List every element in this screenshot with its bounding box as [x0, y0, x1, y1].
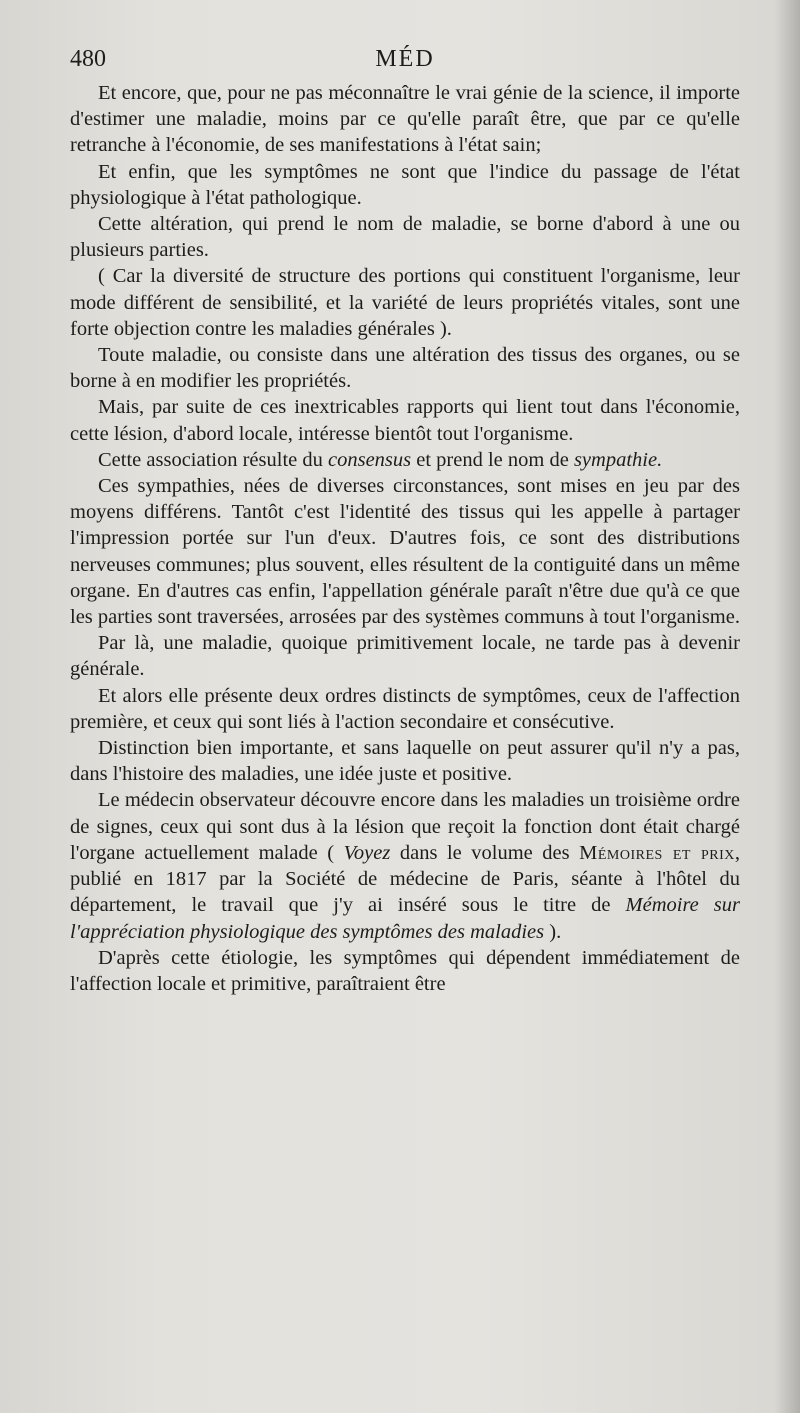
page-number: 480: [70, 46, 106, 72]
page-header: [70, 46, 740, 78]
page-edge-shadow: [774, 0, 800, 1413]
paragraph: Distinction bien importante, et sans laquelle on peut assurer qu'il n'y a pas, dans l'histoire des maladies, une idée juste et positive.: [70, 737, 740, 786]
paragraph: D'après cette étiologie, les symptômes qui dépendent immédiatement de l'affection locale et primitive, paraîtraient être: [70, 946, 740, 995]
text-run: et prend le nom de: [411, 448, 574, 471]
paragraph: [70, 447, 740, 473]
small-caps-title: Mémoires et prix: [579, 841, 735, 864]
paragraph: ( Car la diversité de structure des portions qui constituent l'organisme, leur mode différent de sensibilité, et la variété de leurs propriétés vitales, sont une forte objection contre les maladies générales ).: [70, 265, 740, 340]
running-head: MÉD: [375, 46, 435, 72]
text-run: dans le volume des: [390, 841, 580, 864]
italic-term: consensus: [328, 448, 412, 471]
text-run: ).: [544, 920, 562, 943]
paragraph: Mais, par suite de ces inextricables rapports qui lient tout dans l'économie, cette lésion, d'abord locale, intéresse bientôt tout l'organisme.: [70, 396, 740, 445]
text-run: Le médecin observateur découvre encore dans les maladies un troisième ordre de signes, ceux qui sont dus à la lésion que reçoit la fonction dont était chargé l'organe actuellement malade (: [70, 789, 740, 864]
body-text: [70, 80, 740, 997]
paragraph: Et encore, que, pour ne pas méconnaître le vrai génie de la science, il importe d'estimer une maladie, moins par ce qu'elle paraît être, que par ce qu'elle retranche à l'économie, de ses manifestations à l'état sain;: [70, 82, 740, 157]
paragraph: Toute maladie, ou consiste dans une altération des tissus des organes, ou se borne à en modifier les propriétés.: [70, 344, 740, 393]
paragraph: Et alors elle présente deux ordres distincts de symptômes, ceux de l'affection première, et ceux qui sont liés à l'action secondaire et consécutive.: [70, 684, 740, 733]
paragraph: [70, 787, 740, 944]
paragraph: Et enfin, que les symptômes ne sont que l'indice du passage de l'état physiologique à l'état pathologique.: [70, 160, 740, 209]
paragraph: Par là, une maladie, quoique primitivement locale, ne tarde pas à devenir générale.: [70, 632, 740, 681]
paragraph: Cette altération, qui prend le nom de maladie, se borne d'abord à une ou plusieurs parties.: [70, 213, 740, 262]
text-run: Cette association résulte du: [98, 448, 328, 471]
paragraph: Ces sympathies, nées de diverses circonstances, sont mises en jeu par des moyens différens. Tantôt c'est l'identité des tissus qui les appelle à partager l'impression portée sur l'un d'eux. D'autres fois, ce sont des distributions nerveuses communes; plus souvent, elles résultent de la contiguité dans un même organe. En d'autres cas enfin, l'appellation générale paraît n'être due qu'à ce que les parties sont traversées, arrosées par des systèmes communs à tout l'organisme.: [70, 475, 740, 629]
italic-term: Voyez: [343, 841, 391, 864]
italic-title: Mémoire sur l'appréciation physiologique des symptômes des maladies: [70, 894, 740, 943]
text-run: , publié en 1817 par la Société de médecine de Paris, séante à l'hôtel du département, le travail que j'y ai inséré sous le titre de: [70, 841, 740, 917]
italic-term: sympathie.: [573, 448, 663, 471]
